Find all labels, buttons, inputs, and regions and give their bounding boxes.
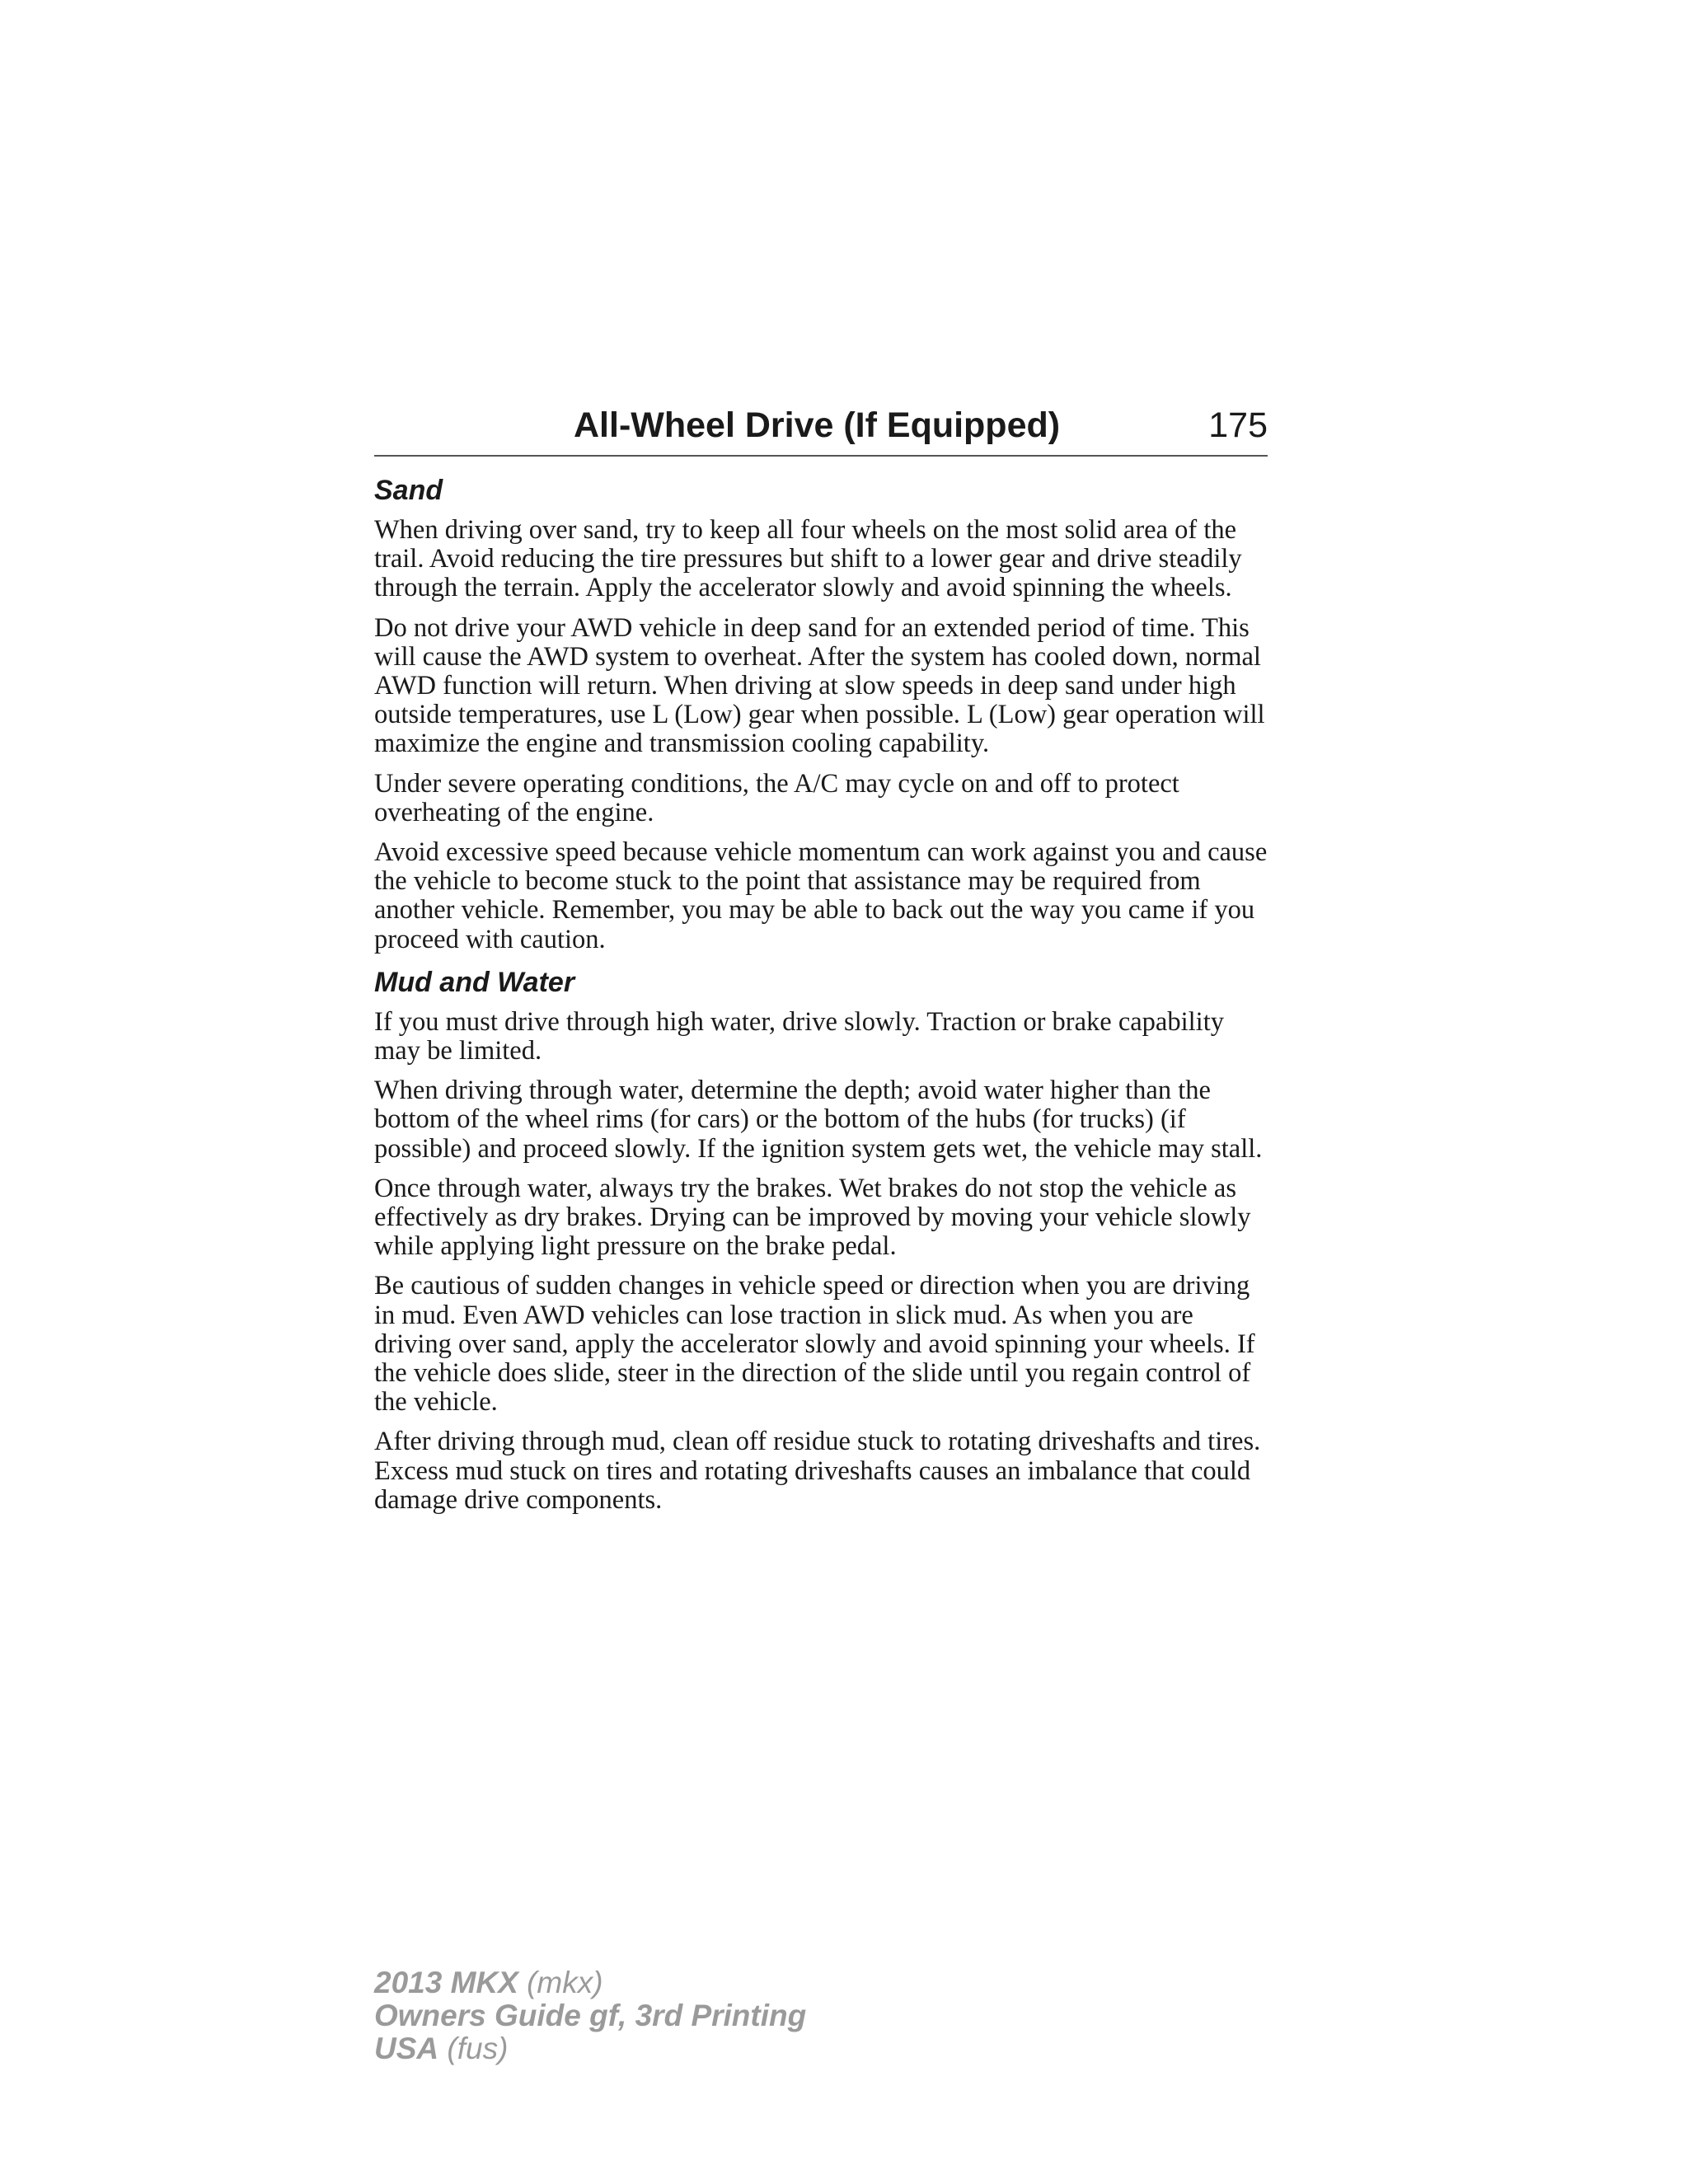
footer-model: 2013 MKX [374, 1966, 518, 1999]
footer-guide-edition: Owners Guide gf, 3rd Printing [374, 1999, 807, 2032]
paragraph: Once through water, always try the brakes. Wet brakes do not stop the vehicle as effectively as dry brakes. Drying can be improved by moving your vehicle slowly while applying light pressure on the brake pedal. [374, 1173, 1251, 1262]
section-sand [374, 473, 1273, 954]
section-heading: Sand [374, 475, 443, 506]
page-number: 175 [1208, 405, 1268, 445]
section-heading: Mud and Water [374, 966, 575, 998]
paragraph: If you must drive through high water, drive slowly. Traction or brake capability may be limited. [374, 1006, 1224, 1066]
paragraph: Avoid excessive speed because vehicle momentum can work against you and cause the vehicle to become stuck to the point that assistance may be required from another vehicle. Remember, you may be able to back out the way you came if you proceed with caution. [374, 837, 1268, 954]
paragraph: Do not drive your AWD vehicle in deep sand for an extended period of time. This will cause the AWD system to overheat. After the system has cooled down, normal AWD function will return. When driving at slow speeds in deep sand under high outside temperatures, use L (Low) gear when possible. L (Low) gear operation will maximize the engine and transmission cooling capability. [374, 612, 1265, 759]
footer-line-model [374, 1966, 806, 1999]
paragraph: When driving over sand, try to keep all four wheels on the most solid area of the trail. Avoid reducing the tire pressures but shift to a lower gear and drive steadily through the terrain. Apply the accelerator slowly and avoid spinning the wheels. [374, 515, 1242, 603]
page-content [374, 473, 1273, 1526]
section-mud-and-water [374, 965, 1273, 1515]
footer-market-code: (fus) [447, 2032, 509, 2065]
paragraph: After driving through mud, clean off residue stuck to rotating driveshafts and tires. Excess mud stuck on tires and rotating driveshafts causes an imbalance that could damage drive components. [374, 1427, 1261, 1515]
page-footer [374, 1966, 806, 2065]
paragraph: Under severe operating conditions, the A/C may cycle on and off to protect overheating of the engine. [374, 768, 1179, 827]
footer-market: USA [374, 2032, 439, 2065]
footer-model-code: (mkx) [527, 1966, 603, 1999]
paragraph: Be cautious of sudden changes in vehicle speed or direction when you are driving in mud. Even AWD vehicles can lose traction in slick mud. As when you are driving over sand, apply the accelerator slowly and avoid spinning your wheels. If the vehicle does slide, steer in the direction of the slide until you regain control of the vehicle. [374, 1271, 1255, 1418]
paragraph: When driving through water, determine the depth; avoid water higher than the bottom of the wheel rims (for cars) or the bottom of the hubs (for trucks) (if possible) and proceed slowly. If the ignition system gets wet, the vehicle may stall. [374, 1076, 1263, 1164]
page-header [374, 404, 1268, 457]
page-title: All-Wheel Drive (If Equipped) [574, 405, 1061, 445]
footer-line-market [374, 2032, 806, 2065]
